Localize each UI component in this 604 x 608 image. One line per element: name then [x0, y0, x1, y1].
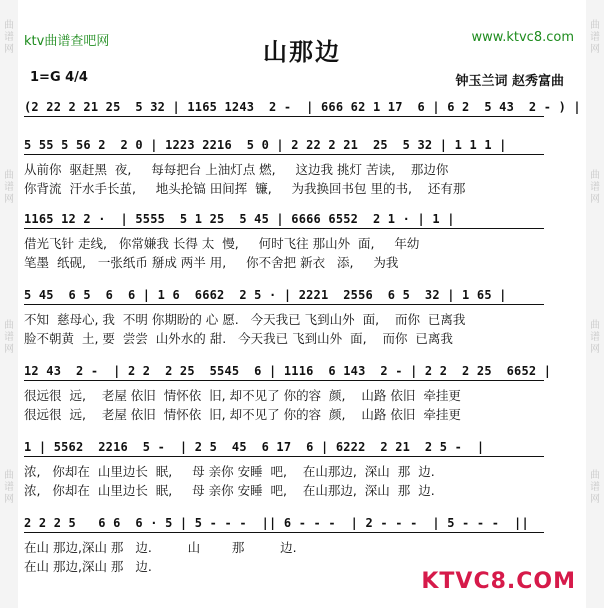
lyric-line-1: 在山 那边,深山 那 边. 山 那 边. [24, 540, 297, 555]
beam-line [24, 456, 544, 457]
lyric-line-1: 借光飞针 走线, 你常嫌我 长得 太 慢, 何时飞往 那山外 面, 年幼 [24, 236, 420, 251]
beam-line [24, 228, 544, 229]
beam-line [24, 532, 544, 533]
song-title: 山那边 [263, 37, 341, 66]
side-watermark-text: 曲 谱 网 [4, 170, 14, 205]
site-watermark-right: www.ktvc8.com [471, 30, 574, 45]
lyric-line-1: 从前你 驱赶黑 夜, 每每把台 上油灯点 燃, 这边我 挑灯 苦读, 那边你 [24, 162, 449, 177]
notation-row: (2 22 2 21 25 5 32 | 1165 1243 2 - | 666 62 1 17 6 | 6 2 5 43 2 - ) | [24, 100, 581, 114]
notation-row: 1165 12 2 · | 5555 5 1 25 5 45 | 6666 6552 2 1 · | 1 | [24, 212, 455, 226]
side-watermark-text: 曲 谱 网 [590, 320, 600, 355]
side-watermark-text: 曲 谱 网 [590, 20, 600, 55]
ktvc8-logo: KTVC8.COM [421, 569, 576, 594]
notation-row: 5 55 5 56 2 2 0 | 1223 2216 5 0 | 2 22 2 21 25 5 32 | 1 1 1 | [24, 138, 507, 152]
lyric-line-1: 很远很 远, 老屋 依旧 情怀依 旧, 却不见了 你的容 颜, 山路 依旧 牵挂更 [24, 388, 461, 403]
side-watermark-text: 曲 谱 网 [4, 320, 14, 355]
side-watermark-text: 曲 谱 网 [590, 170, 600, 205]
lyric-line-1: 浓, 你却在 山里边长 眠, 母 亲你 安睡 吧, 在山那边, 深山 那 边. [24, 464, 435, 479]
key-time-signature: 1=G 4/4 [30, 70, 88, 85]
side-watermark-text: 曲 谱 网 [590, 470, 600, 505]
notation-row: 5 45 6 5 6 6 | 1 6 6662 2 5 · | 2221 2556 6 5 32 | 1 65 | [24, 288, 507, 302]
notation-row: 1 | 5562 2216 5 - | 2 5 45 6 17 6 | 6222 2 21 2 5 - | [24, 440, 485, 454]
lyric-line-2: 很远很 远, 老屋 依旧 情怀依 旧, 却不见了 你的容 颜, 山路 依旧 牵挂更 [24, 407, 461, 422]
side-watermark-text: 曲 谱 网 [4, 470, 14, 505]
lyric-line-2: 浓, 你却在 山里边长 眠, 母 亲你 安睡 吧, 在山那边, 深山 那 边. [24, 483, 435, 498]
lyric-line-2: 在山 那边,深山 那 边. [24, 559, 152, 574]
beam-line [24, 304, 544, 305]
site-watermark-left: ktv曲谱查吧网 [24, 34, 110, 49]
beam-line [24, 154, 544, 155]
notation-row: 12 43 2 - | 2 2 2 25 5545 6 | 1116 6 143 2 - | 2 2 2 25 6652 | [24, 364, 552, 378]
lyric-line-2: 你背流 汗水手长茧, 地头抡镐 田间挥 镰, 为我换回书包 里的书, 还有那 [24, 181, 466, 196]
lyric-line-2: 笔墨 纸砚, 一张纸币 掰成 两半 用, 你不舍把 新衣 添, 为我 [24, 255, 399, 270]
lyric-line-1: 不知 慈母心, 我 不明 你期盼的 心 愿. 今天我已 飞到山外 面, 而你 已离我 [24, 312, 466, 327]
left-watermark-strip [0, 0, 18, 608]
side-watermark-text: 曲 谱 网 [4, 20, 14, 55]
credits: 钟玉兰词 赵秀富曲 [455, 74, 564, 89]
beam-line [24, 380, 544, 381]
notation-row: 2 2 2 5 6 6 6 · 5 | 5 - - - || 6 - - - | 2 - - - | 5 - - - || [24, 516, 537, 530]
beam-line [24, 116, 544, 117]
lyric-line-2: 脸不朝黄 土, 要 尝尝 山外水的 甜. 今天我已 飞到山外 面, 而你 已离我 [24, 331, 453, 346]
right-watermark-strip [586, 0, 604, 608]
